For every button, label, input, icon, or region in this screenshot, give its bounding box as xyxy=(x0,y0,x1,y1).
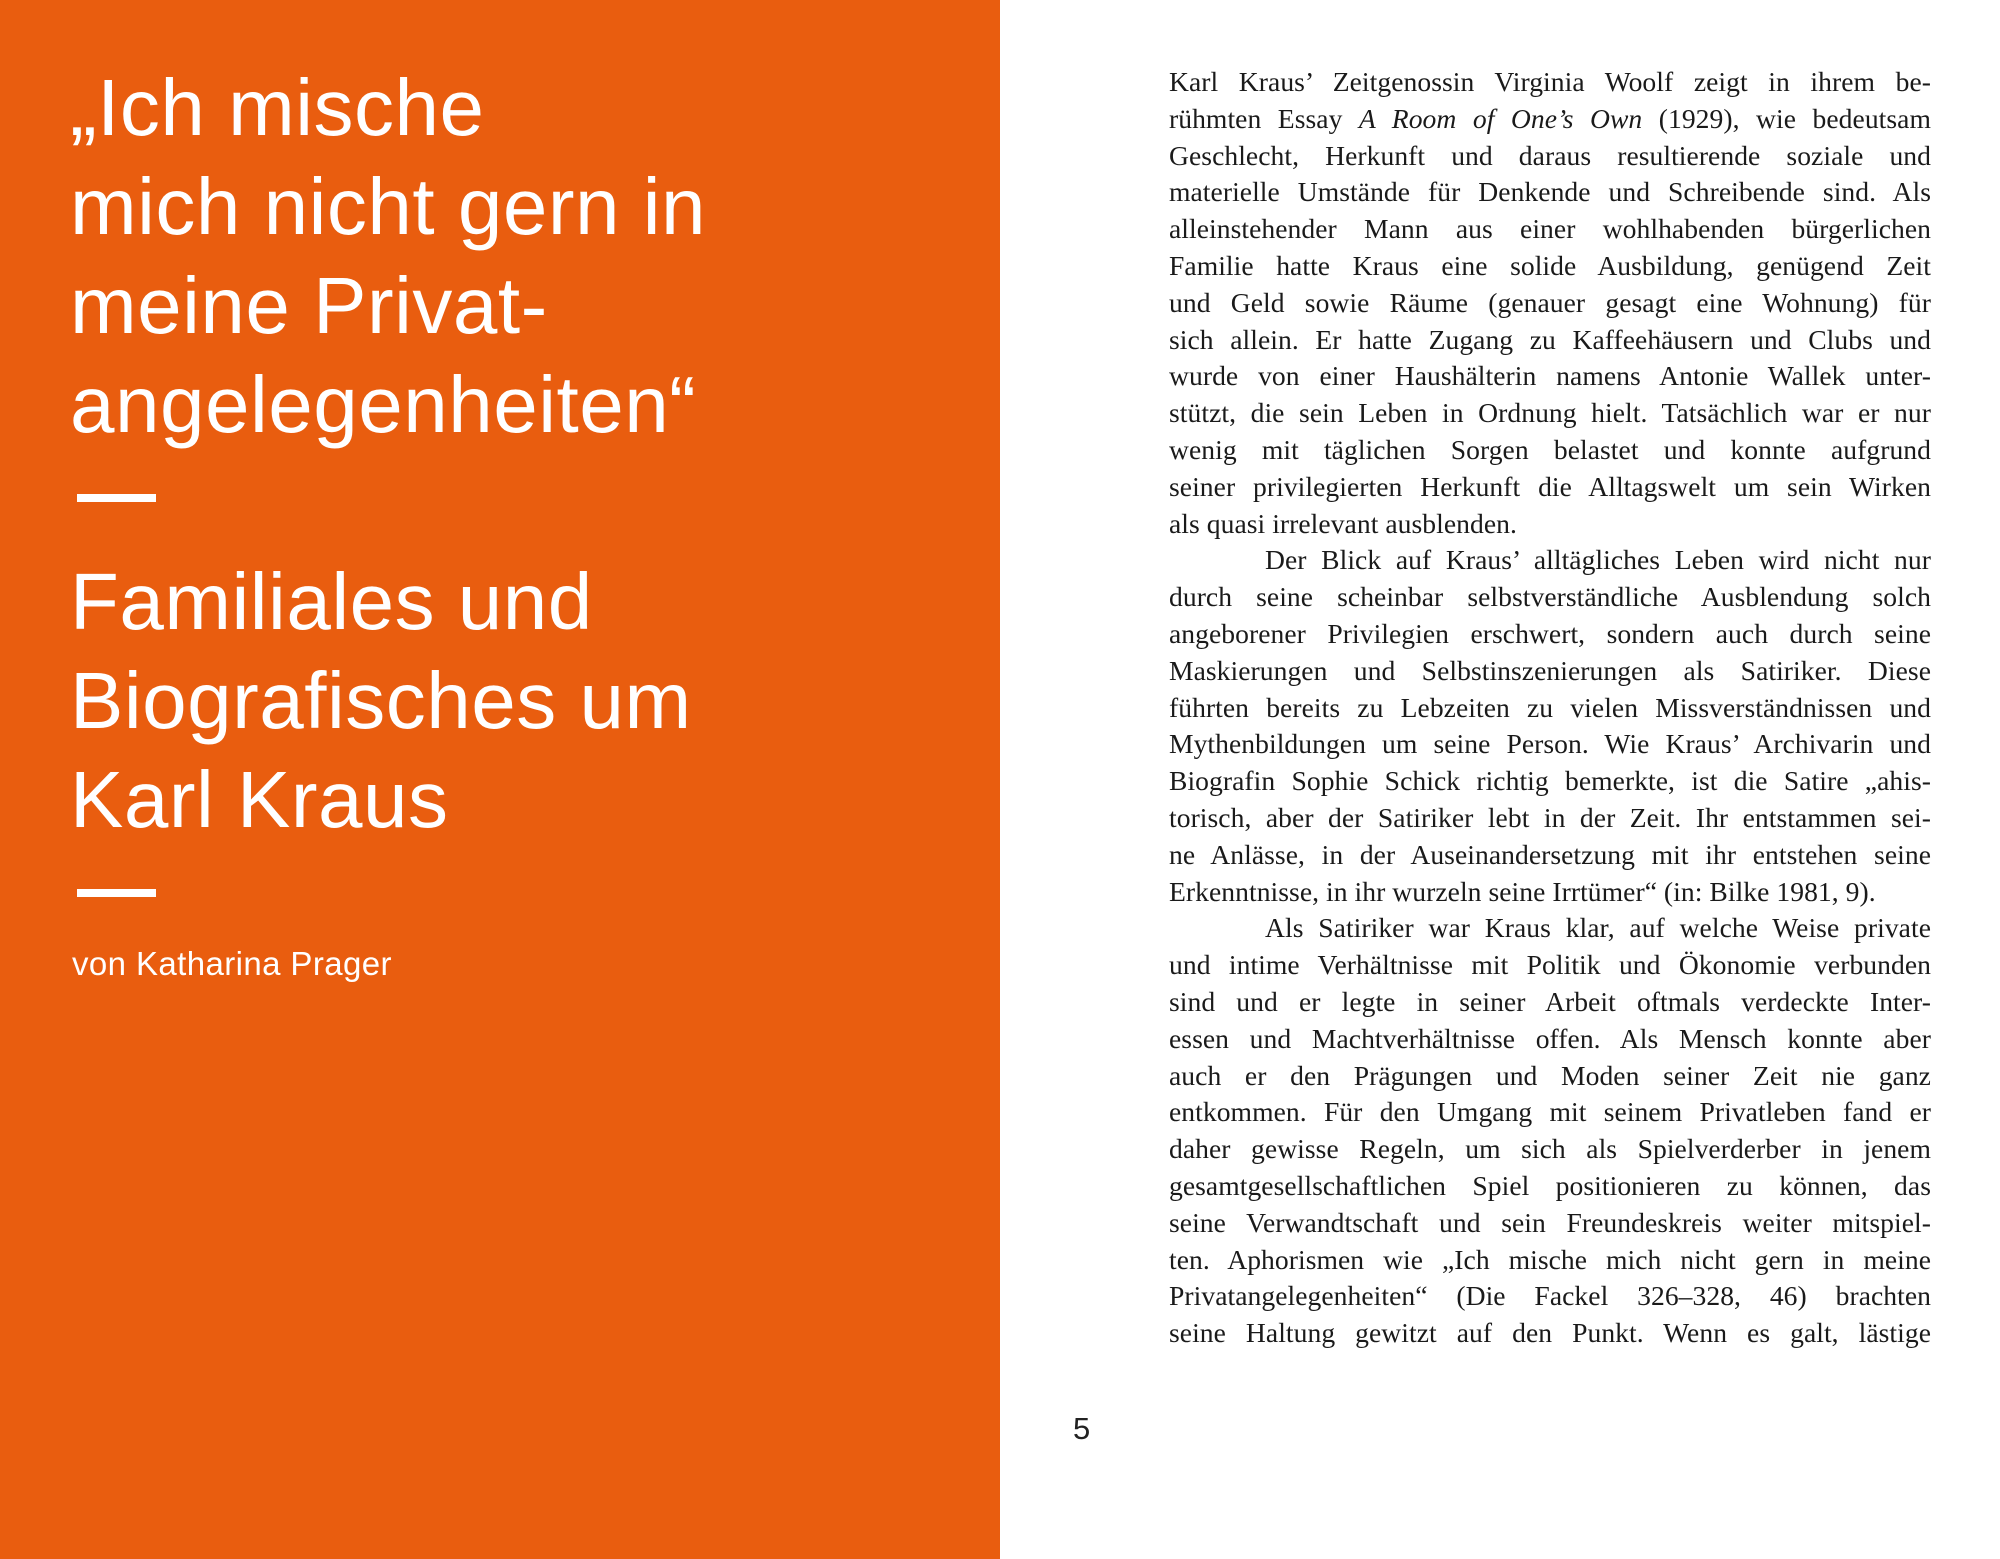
body-text-line: Als Satiriker war Kraus klar, auf welche Weise private xyxy=(1265,912,1931,944)
body-text-line: Biografin Sophie Schick richtig bemerkte, ist die Satire „ahis- xyxy=(1169,765,1931,797)
body-text-line: Karl Kraus’ Zeitgenossin Virginia Woolf zeigt in ihrem be- xyxy=(1169,66,1931,97)
body-text-line: alleinstehender Mann aus einer wohlhabenden bürgerlichen xyxy=(1169,213,1931,245)
body-text-line: stützt, die sein Leben in Ordnung hielt. Tatsächlich war er nur xyxy=(1169,397,1931,429)
body-text-line: und intime Verhältnisse mit Politik und Ökonomie verbunden xyxy=(1169,949,1931,981)
body-text-line: ne Anlässe, in der Auseinandersetzung mit ihr entstehen seine xyxy=(1169,838,1931,870)
body-text-line: auch er den Prägungen und Moden seiner Zeit nie ganz xyxy=(1169,1059,1931,1091)
body-text-line: seiner privilegierten Herkunft die Alltagswelt um sein Wirken xyxy=(1169,470,1931,502)
body-text-line: durch seine scheinbar selbstverständliche Ausblendung solch xyxy=(1169,581,1931,613)
body-text-line: daher gewisse Regeln, um sich als Spielverderber in jenem xyxy=(1169,1133,1931,1165)
body-text-line: angeborener Privilegien erschwert, sondern auch durch seine xyxy=(1169,617,1931,649)
body-text-line: ten. Aphorismen wie „Ich mische mich nicht gern in meine xyxy=(1169,1243,1931,1275)
body-text-line: Geschlecht, Herkunft und daraus resultierende soziale und xyxy=(1169,139,1931,171)
body-text-segment: rühmten Essay xyxy=(1169,102,1359,134)
body-text-line: sind und er legte in seiner Arbeit oftmals verdeckte Inter- xyxy=(1169,985,1931,1017)
chapter-subtitle xyxy=(70,552,970,849)
chapter-title-line: meine Privat- xyxy=(70,261,548,350)
chapter-subtitle-line: Biografisches um xyxy=(70,656,692,745)
body-text-line: seine Haltung gewitzt auf den Punkt. Wenn es galt, lästige xyxy=(1169,1317,1931,1349)
body-text-line: sich allein. Er hatte Zugang zu Kaffeehäusern und Clubs und xyxy=(1169,323,1931,355)
body-text-line: und Geld sowie Räume (genauer gesagt eine Wohnung) für xyxy=(1169,286,1931,318)
chapter-subtitle-line: Karl Kraus xyxy=(70,755,449,844)
subtitle-divider-dash xyxy=(77,889,156,897)
body-text-line: entkommen. Für den Umgang mit seinem Privatleben fand er xyxy=(1169,1096,1931,1128)
body-text-line: Familie hatte Kraus eine solide Ausbildung, genügend Zeit xyxy=(1169,249,1931,281)
body-text-line: Mythenbildungen um seine Person. Wie Kraus’ Archivarin und xyxy=(1169,728,1931,760)
chapter-title xyxy=(70,58,970,454)
body-text-line: Maskierungen und Selbstinszenierungen als Satiriker. Diese xyxy=(1169,654,1931,686)
book-title-italic: A Room of One’s Own xyxy=(1358,102,1643,134)
body-text-line: wurde von einer Haushälterin namens Antonie Wallek unter- xyxy=(1169,360,1931,392)
title-divider-dash xyxy=(77,494,156,502)
body-text-line: wenig mit täglichen Sorgen belastet und konnte aufgrund xyxy=(1169,433,1931,465)
body-text-line: Privatangelegenheiten“ (Die Fackel 326–328, 46) brachten xyxy=(1169,1280,1931,1312)
body-text-line: führten bereits zu Lebzeiten zu vielen Missverständnissen und xyxy=(1169,691,1931,723)
body-text-line: gesamtgesellschaftlichen Spiel positionieren zu können, das xyxy=(1169,1169,1931,1201)
chapter-title-line: „Ich mische xyxy=(70,63,485,152)
body-text-line: materielle Umstände für Denkende und Schreibende sind. Als xyxy=(1169,176,1931,208)
chapter-title-line: angelegenheiten“ xyxy=(70,360,697,449)
chapter-subtitle-line: Familiales und xyxy=(70,557,593,646)
body-text xyxy=(1169,64,1931,1352)
body-text-line: essen und Machtverhältnisse offen. Als Mensch konnte aber xyxy=(1169,1022,1931,1054)
body-text-line xyxy=(1169,101,1931,138)
author-byline: von Katharina Prager xyxy=(72,945,392,982)
page-number: 5 xyxy=(1073,1411,1091,1446)
body-text-line: seine Verwandtschaft und sein Freundeskreis weiter mitspiel- xyxy=(1169,1206,1931,1238)
body-text-segment: (1929), wie bedeutsam xyxy=(1642,102,1931,134)
body-text-line: Der Blick auf Kraus’ alltägliches Leben wird nicht nur xyxy=(1265,544,1931,576)
body-text-line: Erkenntnisse, in ihr wurzeln seine Irrtümer“ (in: Bilke 1981, 9). xyxy=(1169,875,1876,907)
body-text-line: als quasi irrelevant ausblenden. xyxy=(1169,507,1517,539)
chapter-title-line: mich nicht gern in xyxy=(70,162,706,251)
body-text-line: torisch, aber der Satiriker lebt in der Zeit. Ihr entstammen sei- xyxy=(1169,801,1931,833)
